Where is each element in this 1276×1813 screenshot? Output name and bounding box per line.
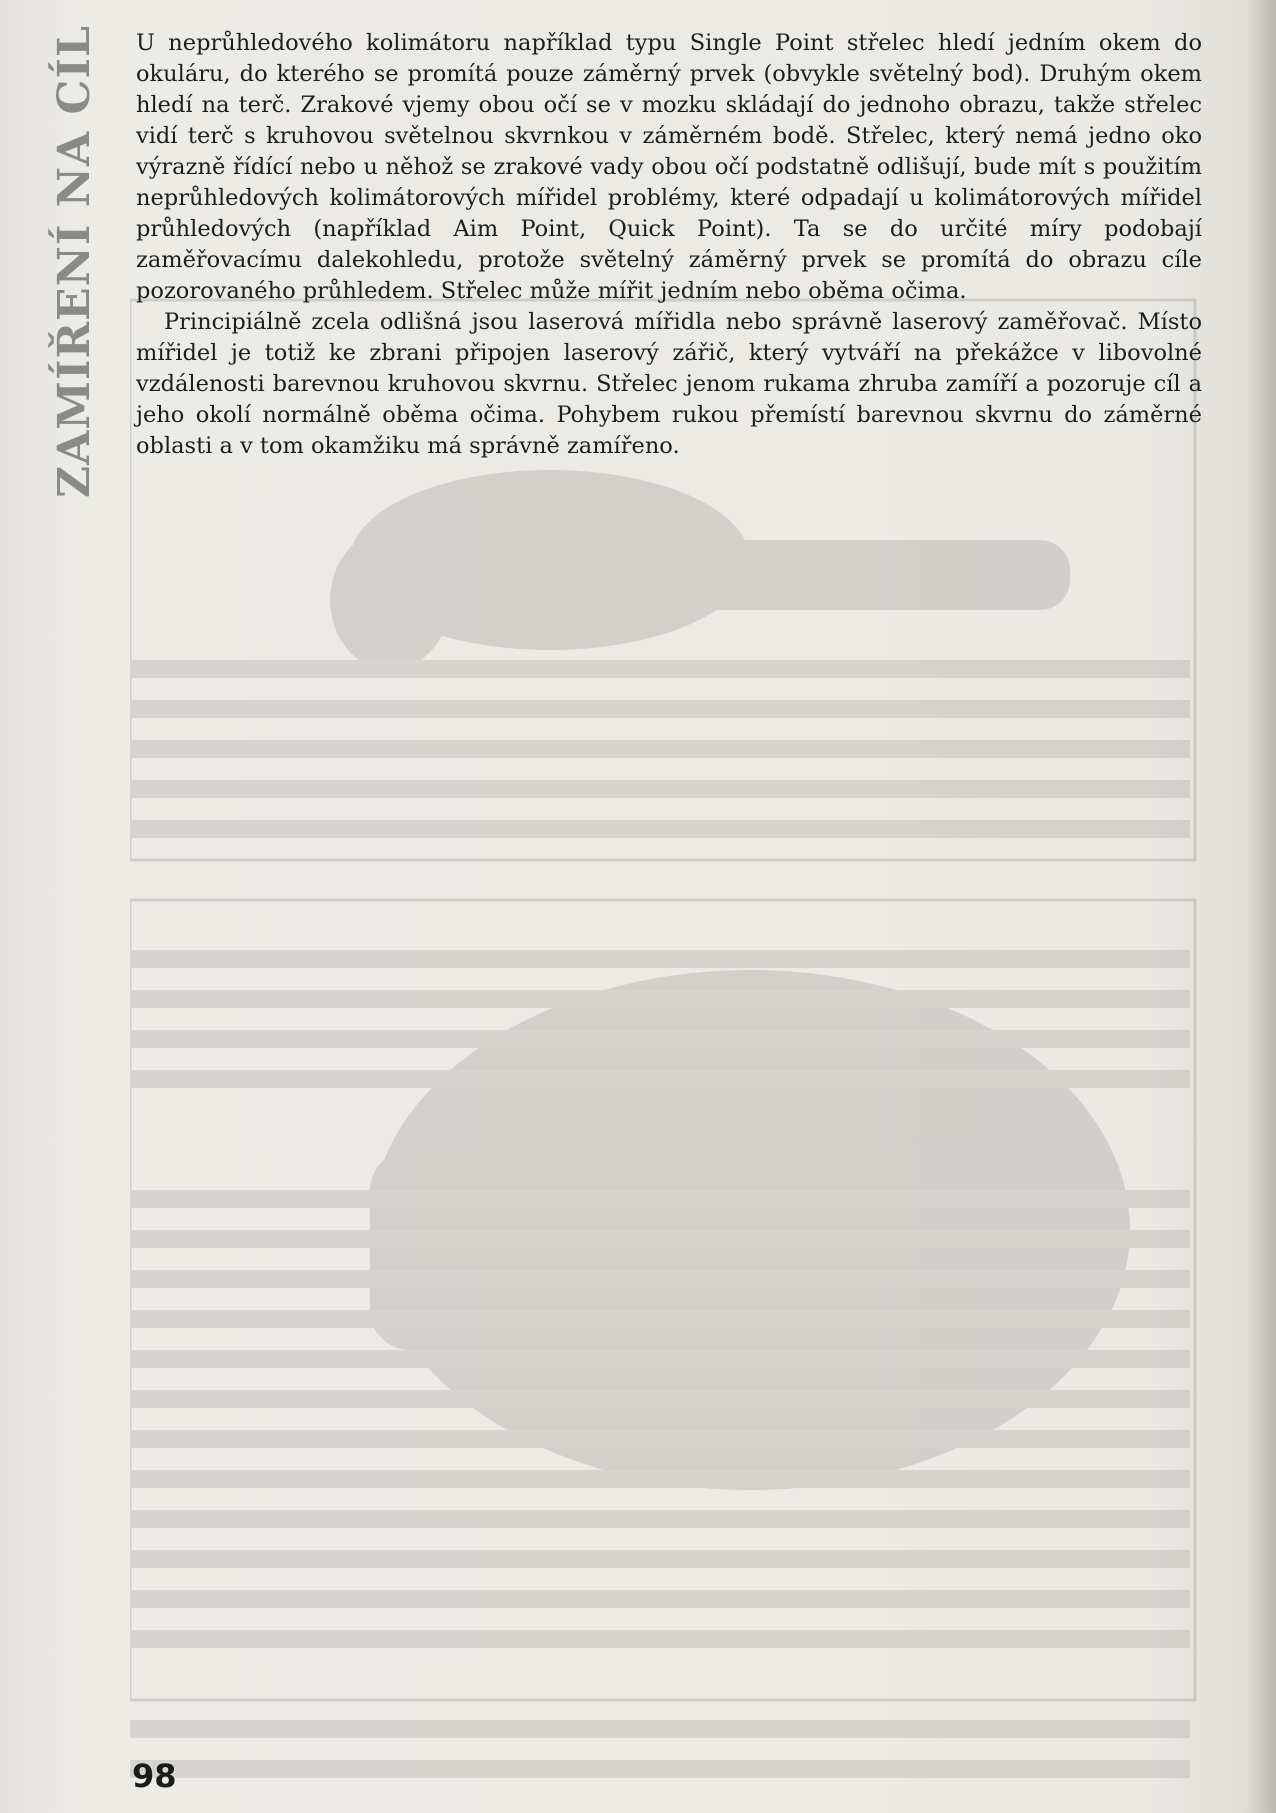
- page-number: 98: [132, 1757, 177, 1795]
- body-text: [136, 28, 1202, 462]
- paragraph: U neprůhledového kolimátoru například typu Single Point střelec hledí jedním okem do okuláru, do kterého se promítá pouze záměrný prvek (obvykle světelný bod). Druhým okem hledí na terč. Zrakové vjemy obou očí se v mozku skládají do jednoho obrazu, takže střelec vidí terč s kruhovou světelnou skvrnkou v záměrném bodě. Střelec, který nemá jedno oko výrazně řídící nebo u něhož se zrakové vady obou očí podstatně odlišují, bude mít s použitím neprůhledových kolimátorových mířidel problémy, které odpadají u kolimátorových mířidel průhledových (například Aim Point, Quick Point). Ta se do určité míry podobají zaměřovacímu dalekohledu, protože světelný záměrný prvek se promítá do obrazu cíle pozorovaného průhledem. Střelec může mířit jedním nebo oběma očima.: [136, 30, 1202, 304]
- page-edge-shadow: [1246, 0, 1276, 1813]
- chapter-side-heading: ZAMÍŘENÍ NA CÍL: [49, 25, 100, 498]
- paragraph: Principiálně zcela odlišná jsou laserová mířidla nebo správně laserový zaměřovač. Místo mířidel je totiž ke zbrani připojen laserový zářič, který vytváří na překážce v libovolné vzdálenosti barevnou kruhovou skvrnu. Střelec jenom rukama zhruba zamíří a pozoruje cíl a jeho okolí normálně oběma očima. Pohybem rukou přemístí barevnou skvrnu do záměrné oblasti a v tom okamžiku má správně zamířeno.: [136, 309, 1202, 459]
